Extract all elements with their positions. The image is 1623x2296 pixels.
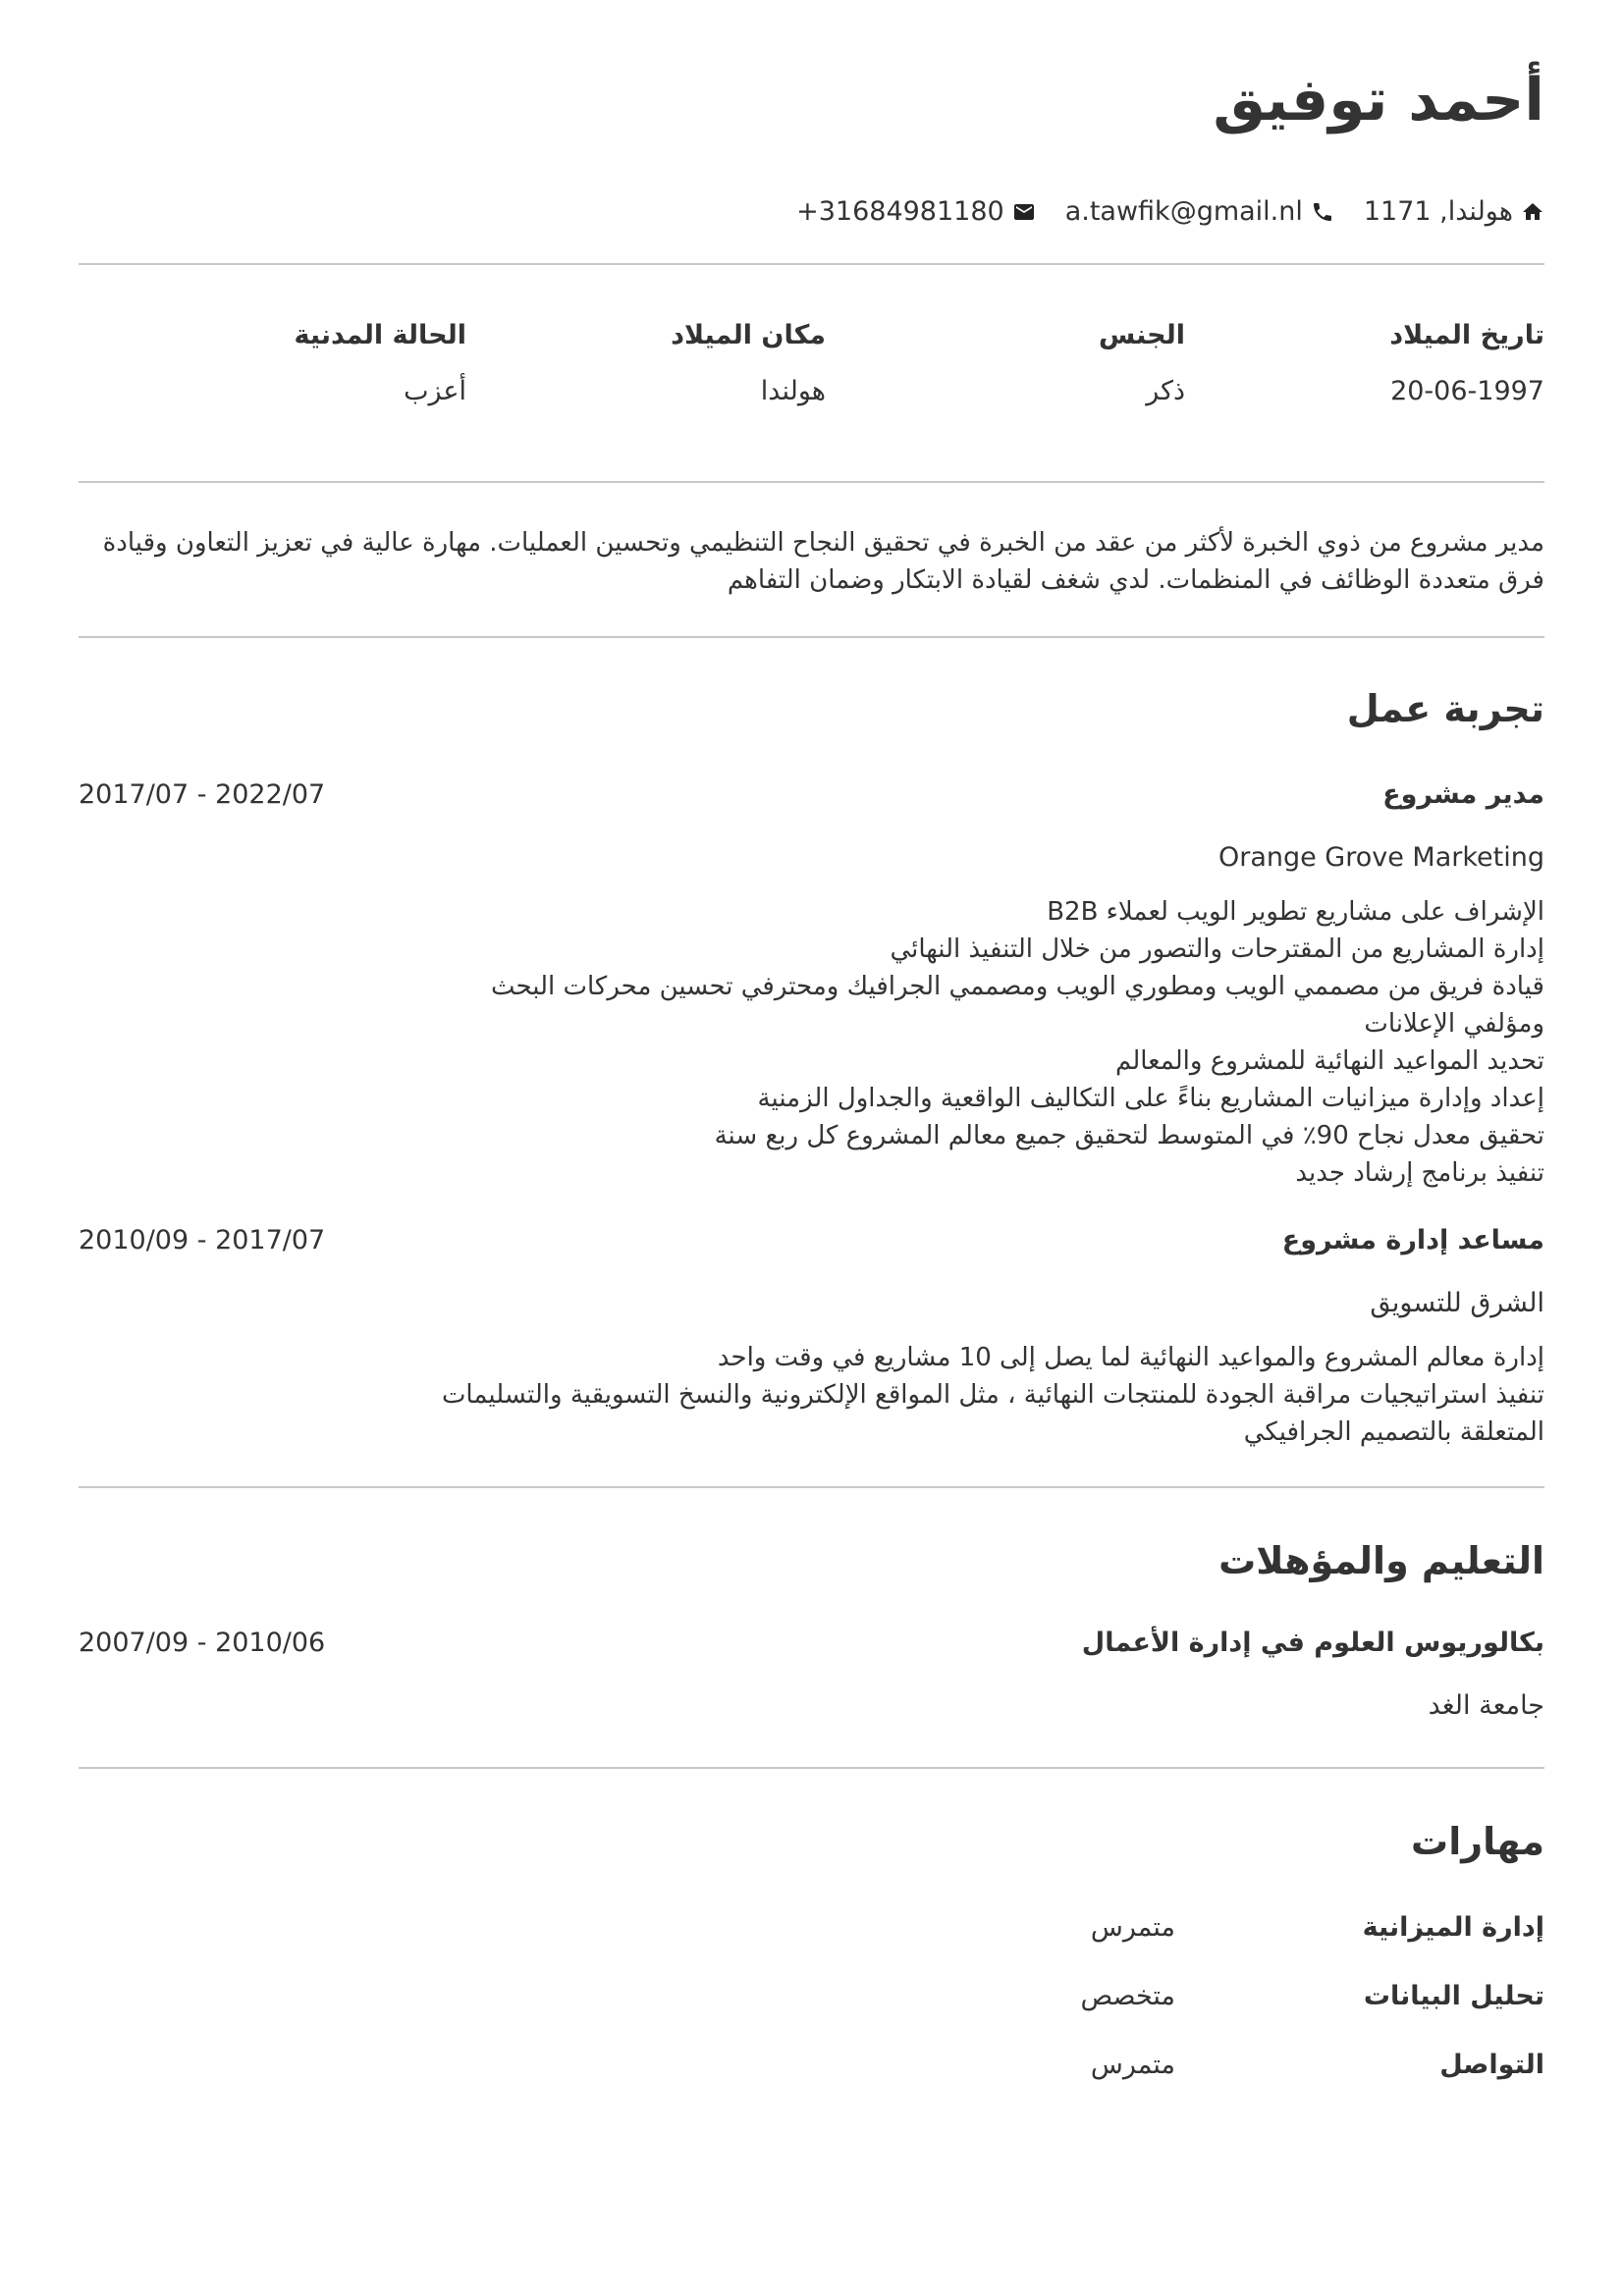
personal-value: أعزب bbox=[404, 376, 466, 406]
education-dates: 2007/09 - 2010/06 bbox=[79, 1628, 326, 1658]
envelope-icon bbox=[1012, 200, 1036, 224]
job-bullets bbox=[406, 1339, 1544, 1451]
education-school: جامعة الغد bbox=[1428, 1690, 1544, 1721]
education-entry bbox=[79, 1624, 1544, 1726]
education-heading: التعليم والمؤهلات bbox=[1218, 1539, 1544, 1582]
list-item: تحقيق معدل نجاح 90٪ في المتوسط لتحقيق جميع معالم المشروع كل ربع سنة bbox=[714, 1121, 1544, 1150]
list-item: إدارة معالم المشروع والمواعيد النهائية لما يصل إلى 10 مشاريع في وقت واحد bbox=[717, 1343, 1544, 1372]
address-text: هولندا, 1171 bbox=[1363, 196, 1513, 227]
job-dates: 2010/09 - 2017/07 bbox=[79, 1225, 326, 1255]
contact-bar bbox=[79, 192, 1544, 232]
divider bbox=[79, 1486, 1544, 1488]
list-item: تنفيذ استراتيجيات مراقبة الجودة للمنتجات النهائية ، مثل المواقع الإلكترونية والنسخ التسويقية والتسليمات المتعلقة بالتصميم الجرافيكي bbox=[441, 1380, 1544, 1447]
education-degree: بكالوريوس العلوم في إدارة الأعمال bbox=[1081, 1628, 1544, 1658]
list-item: إدارة المشاريع من المقترحات والتصور من خلال التنفيذ النهائي bbox=[890, 934, 1544, 964]
job-entry bbox=[79, 1221, 1544, 1451]
personal-label: الحالة المدنية bbox=[294, 320, 466, 350]
contact-phone[interactable] bbox=[796, 192, 1036, 232]
personal-label: مكان الميلاد bbox=[671, 320, 826, 350]
skill-level: متخصص bbox=[1080, 1981, 1175, 2011]
personal-details bbox=[79, 316, 1544, 414]
divider bbox=[79, 636, 1544, 638]
job-role: مساعد إدارة مشروع bbox=[1281, 1225, 1544, 1255]
personal-value: 20-06-1997 bbox=[1390, 376, 1544, 406]
list-item: تنفيذ برنامج إرشاد جديد bbox=[1295, 1158, 1544, 1188]
job-header bbox=[79, 775, 1544, 815]
skill-name: إدارة الميزانية bbox=[1362, 1912, 1544, 1943]
list-item: تحديد المواعيد النهائية للمشروع والمعالم bbox=[1115, 1046, 1544, 1076]
list-item: الإشراف على مشاريع تطوير الويب لعملاء B2B bbox=[1047, 897, 1544, 927]
phone-icon bbox=[1311, 200, 1334, 224]
list-item: قيادة فريق من مصممي الويب ومطوري الويب ومصممي الجرافيك ومحترفي تحسين محركات البحث ومؤلفي الإعلانات bbox=[490, 972, 1544, 1039]
skill-name: تحليل البيانات bbox=[1363, 1981, 1544, 2011]
job-bullets bbox=[406, 893, 1544, 1192]
home-icon bbox=[1521, 200, 1544, 224]
divider bbox=[79, 1767, 1544, 1769]
job-header bbox=[79, 1221, 1544, 1260]
personal-gender bbox=[826, 316, 1185, 414]
divider bbox=[79, 481, 1544, 483]
personal-birth-date bbox=[1185, 316, 1544, 414]
email-text[interactable]: a.tawfik@gmail.nl bbox=[1064, 196, 1303, 227]
skill-name: التواصل bbox=[1439, 2050, 1544, 2080]
personal-birth-place bbox=[466, 316, 826, 414]
skills-list bbox=[79, 1908, 1544, 2085]
experience-heading: تجربة عمل bbox=[1346, 687, 1544, 730]
skill-row bbox=[79, 2046, 1544, 2085]
personal-value: هولندا bbox=[760, 376, 826, 406]
personal-label: تاريخ الميلاد bbox=[1389, 320, 1544, 350]
phone-text[interactable]: +31684981180 bbox=[796, 196, 1004, 227]
candidate-name: أحمد توفيق bbox=[1213, 66, 1544, 134]
contact-email[interactable] bbox=[1065, 192, 1334, 232]
personal-label: الجنس bbox=[1098, 320, 1185, 350]
job-company: الشرق للتسويق bbox=[1370, 1288, 1544, 1318]
job-role: مدير مشروع bbox=[1382, 779, 1544, 810]
contact-address bbox=[1364, 192, 1544, 232]
skill-level: متمرس bbox=[1090, 1912, 1175, 1943]
list-item: إعداد وإدارة ميزانيات المشاريع بناءً على التكاليف الواقعية والجداول الزمنية bbox=[757, 1084, 1544, 1113]
skill-row bbox=[79, 1977, 1544, 2016]
education-header bbox=[79, 1624, 1544, 1663]
profile-summary: مدير مشروع من ذوي الخبرة لأكثر من عقد من الخبرة في تحقيق النجاح التنظيمي وتحسين العمليات. مهارة عالية في تعزيز التعاون وقيادة فرق متعددة الوظائف في المنظمات. لدي شغف لقيادة الابتكار وضمان التفاهم bbox=[102, 528, 1544, 595]
job-dates: 2017/07 - 2022/07 bbox=[79, 779, 326, 810]
skill-row bbox=[79, 1908, 1544, 1948]
personal-marital-status bbox=[107, 316, 466, 414]
personal-value: ذكر bbox=[1146, 376, 1185, 406]
skills-heading: مهارات bbox=[1411, 1820, 1544, 1863]
job-entry bbox=[79, 775, 1544, 1192]
divider bbox=[79, 263, 1544, 265]
skill-level: متمرس bbox=[1090, 2050, 1175, 2080]
job-company: Orange Grove Marketing bbox=[1217, 842, 1544, 873]
